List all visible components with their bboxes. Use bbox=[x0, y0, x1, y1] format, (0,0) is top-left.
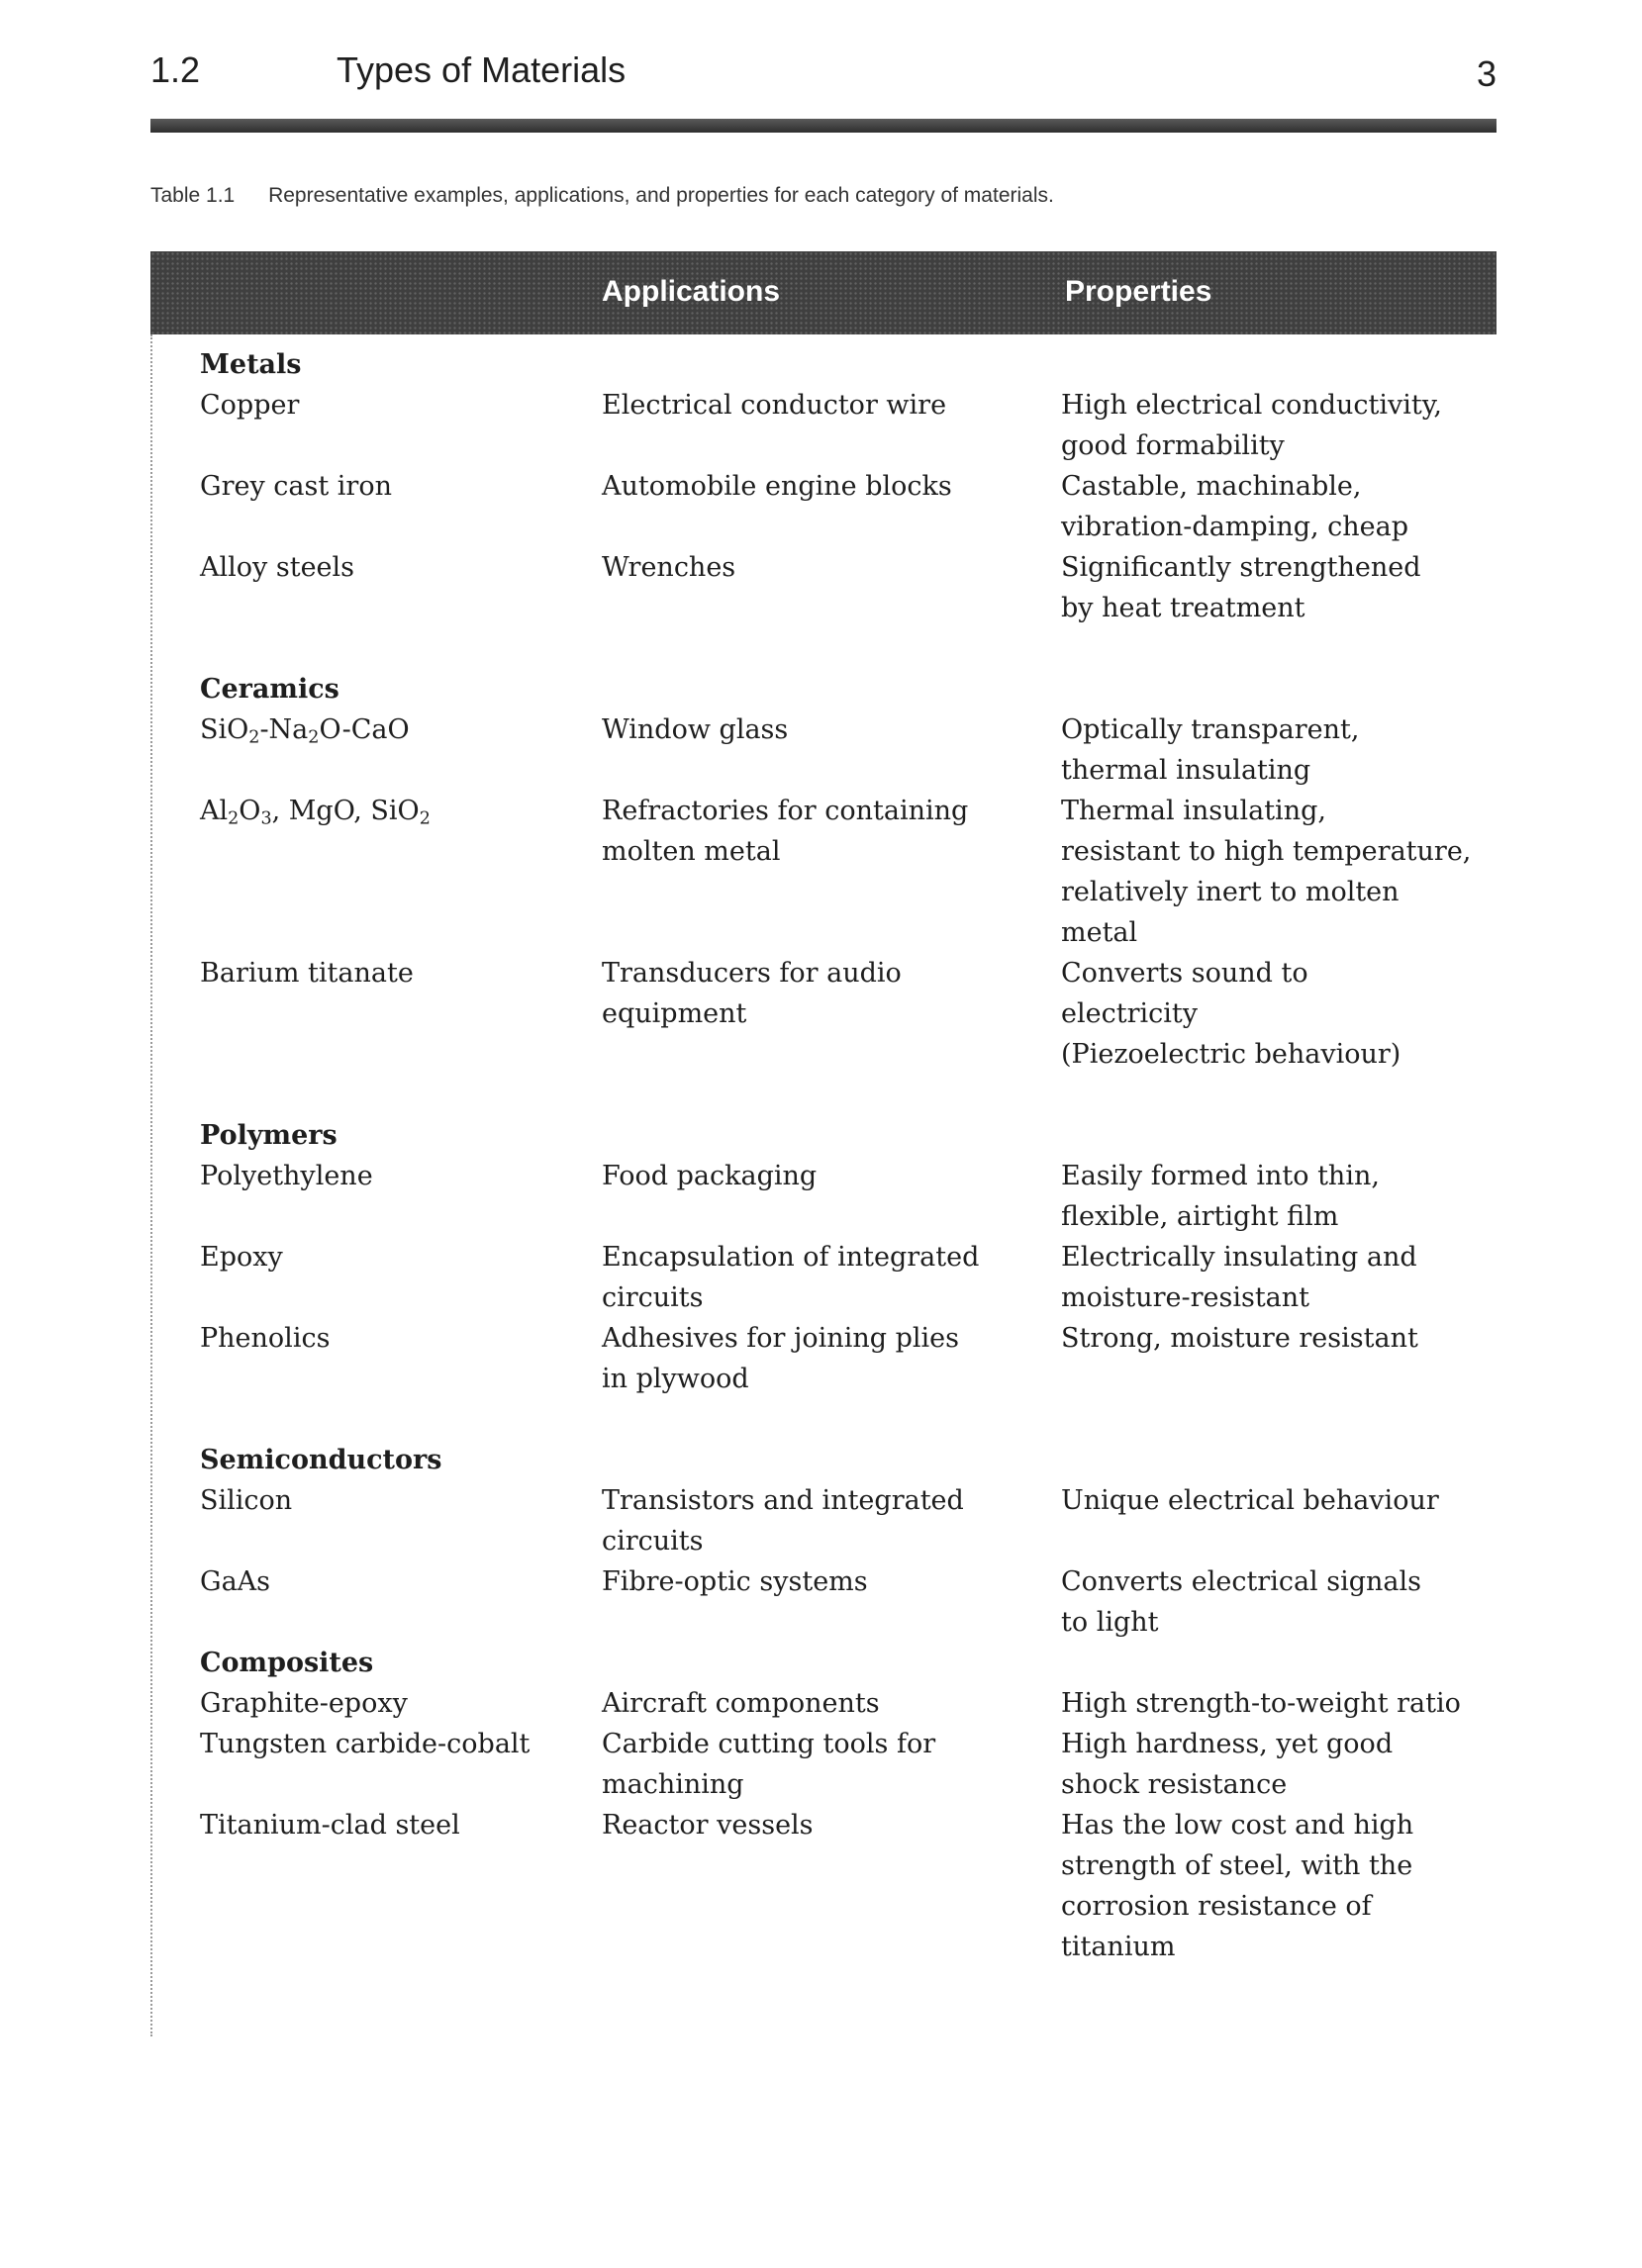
property-text: corrosion resistance of bbox=[1061, 1891, 1372, 1922]
property-text: (Piezoelectric behaviour) bbox=[1061, 1039, 1401, 1070]
property-text: Electrically insulating and bbox=[1061, 1242, 1417, 1273]
material-name: Polyethylene bbox=[200, 1161, 373, 1191]
application-text: Adhesives for joining plies bbox=[602, 1323, 959, 1354]
property-text: flexible, airtight film bbox=[1061, 1201, 1339, 1232]
property-text: relatively inert to molten bbox=[1061, 877, 1400, 907]
application-text: equipment bbox=[602, 998, 747, 1029]
application-text: in plywood bbox=[602, 1364, 749, 1394]
property-text: strength of steel, with the bbox=[1061, 1850, 1413, 1881]
material-name-formula: $Al_2O_3$, MgO, SiO$_2$ bbox=[200, 796, 431, 829]
material-name: Silicon bbox=[200, 1485, 293, 1516]
property-text: High strength-to-weight ratio bbox=[1061, 1688, 1461, 1719]
category-ceramics: Ceramics bbox=[200, 674, 339, 705]
material-name-formula: $SiO_2-Na_2O$-CaO bbox=[200, 714, 410, 748]
material-name: Tungsten carbide-cobalt bbox=[200, 1729, 531, 1759]
material-name: Copper bbox=[200, 390, 300, 421]
application-text: Reactor vessels bbox=[602, 1810, 814, 1841]
application-text: Encapsulation of integrated bbox=[602, 1242, 980, 1273]
application-text: circuits bbox=[602, 1526, 704, 1557]
category-polymers: Polymers bbox=[200, 1120, 338, 1151]
property-text: Has the low cost and high bbox=[1061, 1810, 1414, 1841]
property-text: to light bbox=[1061, 1607, 1159, 1638]
property-text: shock resistance bbox=[1061, 1769, 1288, 1800]
application-text: Food packaging bbox=[602, 1161, 818, 1191]
property-text: good formability bbox=[1061, 430, 1285, 461]
category-composites: Composites bbox=[200, 1648, 374, 1678]
application-text: machining bbox=[602, 1769, 744, 1800]
table-header bbox=[150, 251, 1497, 334]
application-text: circuits bbox=[602, 1282, 704, 1313]
column-header-properties: Properties bbox=[1065, 275, 1212, 308]
property-text: High hardness, yet good bbox=[1061, 1729, 1394, 1759]
property-text: Converts electrical signals bbox=[1061, 1566, 1422, 1597]
property-text: Unique electrical behaviour bbox=[1061, 1485, 1439, 1516]
material-name: Titanium-clad steel bbox=[200, 1810, 460, 1841]
category-semiconductors: Semiconductors bbox=[200, 1445, 442, 1475]
material-name: Phenolics bbox=[200, 1323, 331, 1354]
material-name: Barium titanate bbox=[200, 958, 414, 989]
property-text: thermal insulating bbox=[1061, 755, 1311, 786]
property-text: titanium bbox=[1061, 1932, 1176, 1962]
property-text: Converts sound to bbox=[1061, 958, 1308, 989]
property-text: moisture-resistant bbox=[1061, 1282, 1310, 1313]
material-name: Epoxy bbox=[200, 1242, 283, 1273]
application-text: Window glass bbox=[602, 714, 789, 745]
table-caption bbox=[150, 184, 1497, 208]
table-body bbox=[150, 334, 1498, 2036]
property-text: resistant to high temperature, bbox=[1061, 836, 1472, 867]
application-text: Aircraft components bbox=[602, 1688, 880, 1719]
section-title: Types of Materials bbox=[337, 49, 627, 90]
page-header bbox=[150, 49, 1497, 99]
property-text: Thermal insulating, bbox=[1061, 796, 1326, 826]
property-text: Easily formed into thin, bbox=[1061, 1161, 1380, 1191]
header-rule bbox=[150, 119, 1497, 133]
column-header-applications: Applications bbox=[602, 275, 781, 308]
material-name: GaAs bbox=[200, 1566, 271, 1597]
application-text: molten metal bbox=[602, 836, 781, 867]
property-text: High electrical conductivity, bbox=[1061, 390, 1443, 421]
section-number: 1.2 bbox=[150, 49, 201, 90]
application-text: Fibre-optic systems bbox=[602, 1566, 868, 1597]
material-name: Alloy steels bbox=[200, 552, 355, 583]
property-text: Optically transparent, bbox=[1061, 714, 1360, 745]
application-text: Electrical conductor wire bbox=[602, 390, 947, 421]
table-caption-text: Representative examples, applications, and properties for each category of materials. bbox=[268, 184, 1054, 207]
category-metals: Metals bbox=[200, 349, 302, 380]
application-text: Refractories for containing bbox=[602, 796, 969, 826]
application-text: Automobile engine blocks bbox=[602, 471, 952, 502]
material-name: Graphite-epoxy bbox=[200, 1688, 408, 1719]
application-text: Wrenches bbox=[602, 552, 736, 583]
page-number: 3 bbox=[1476, 53, 1497, 94]
table-caption-label: Table 1.1 bbox=[150, 184, 236, 207]
property-text: Castable, machinable, bbox=[1061, 471, 1362, 502]
material-name: Grey cast iron bbox=[200, 471, 392, 502]
property-text: electricity bbox=[1061, 998, 1198, 1029]
application-text: Carbide cutting tools for bbox=[602, 1729, 936, 1759]
application-text: Transducers for audio bbox=[602, 958, 902, 989]
property-text: Significantly strengthened bbox=[1061, 552, 1421, 583]
property-text: by heat treatment bbox=[1061, 593, 1305, 623]
property-text: metal bbox=[1061, 917, 1138, 948]
application-text: Transistors and integrated bbox=[602, 1485, 964, 1516]
property-text: vibration-damping, cheap bbox=[1061, 512, 1409, 542]
property-text: Strong, moisture resistant bbox=[1061, 1323, 1418, 1354]
